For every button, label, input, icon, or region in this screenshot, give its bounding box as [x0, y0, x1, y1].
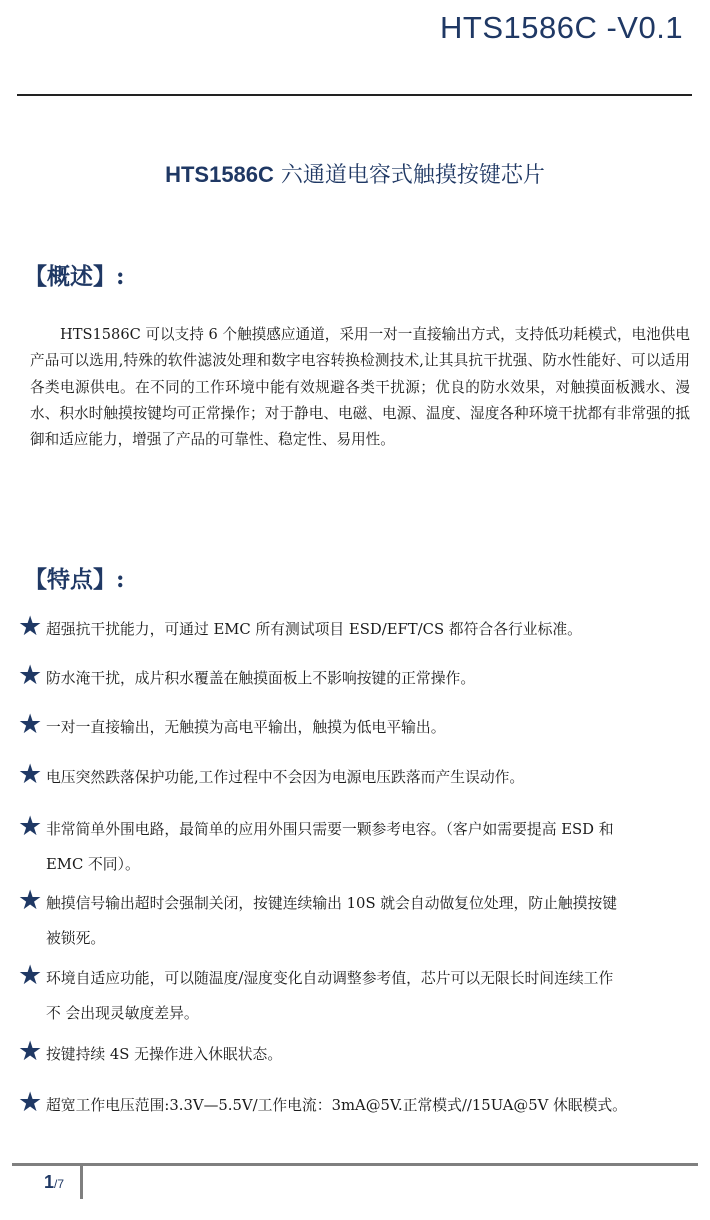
feature-item: [18, 1037, 694, 1072]
page-total: /7: [54, 1177, 65, 1191]
feature-text-continued: 不 会出现灵敏度差异。: [46, 1005, 199, 1022]
overview-text: HTS1586C 可以支持 6 个触摸感应通道，采用一对一直接输出方式，支持低功耗模式，电池供电产品可以选用,特殊的软件滤波处理和数字电容转换检测技术,让其具抗干扰强、防水性能好、可以适用各类电源供电。在不同的工作环境中能有效规避各类干扰源；优良的防水效果，对触摸面板溅水、漫水、积水时触摸按键均可正常操作；对于静电、电磁、电源、温度、湿度各种环境干扰都有非常强的抵御和适应能力，增强了产品的可靠性、稳定性、易用性。: [30, 326, 690, 449]
feature-item: [18, 710, 694, 745]
overview-heading: 【概述】:: [24, 263, 125, 290]
page-number: [44, 1172, 64, 1193]
star-icon: ★: [18, 709, 43, 740]
star-icon: ★: [18, 1087, 43, 1118]
star-icon: ★: [18, 1036, 43, 1067]
feature-item: [18, 760, 694, 795]
feature-item: [18, 661, 694, 696]
feature-text: 非常简单外围电路，最简单的应用外围只需要一颗参考电容。（客户如需要提高 ESD 和: [46, 821, 614, 838]
feature-item: [18, 612, 694, 647]
star-icon: ★: [18, 611, 43, 642]
feature-item: [18, 1088, 694, 1123]
feature-text: 超宽工作电压范围:3.3V—5.5V/工作电流：3mA@5V.正常模式//15UA@5V 休眠模式。: [46, 1097, 627, 1114]
feature-item: [18, 812, 694, 882]
feature-item: [18, 886, 694, 956]
feature-text: 按键持续 4S 无操作进入休眠状态。: [46, 1046, 283, 1063]
page-current: 1: [44, 1172, 55, 1192]
feature-item: [18, 961, 694, 1031]
header-rule: [17, 94, 692, 96]
feature-text: 电压突然跌落保护功能,工作过程中不会因为电源电压跌落而产生误动作。: [46, 769, 525, 786]
feature-text: 一对一直接输出，无触摸为高电平输出，触摸为低电平输出。: [46, 719, 446, 736]
title-text: 六通道电容式触摸按键芯片: [273, 163, 545, 188]
document-code: HTS1586C -V0.1: [440, 10, 684, 45]
title-model: HTS1586C: [165, 162, 274, 187]
footer-rule: [12, 1163, 698, 1166]
star-icon: ★: [18, 811, 43, 842]
star-icon: ★: [18, 759, 43, 790]
footer-divider: [80, 1163, 83, 1199]
feature-text: 触摸信号输出超时会强制关闭，按键连续输出 10S 就会自动做复位处理，防止触摸按键: [46, 895, 618, 912]
document-title: [0, 158, 710, 189]
star-icon: ★: [18, 885, 43, 916]
feature-text: 防水淹干扰，成片积水覆盖在触摸面板上不影响按键的正常操作。: [46, 670, 476, 687]
feature-text: 环境自适应功能，可以随温度/湿度变化自动调整参考值，芯片可以无限长时间连续工作: [46, 970, 614, 987]
feature-text-continued: 被锁死。: [46, 930, 106, 947]
star-icon: ★: [18, 660, 43, 691]
feature-text: 超强抗干扰能力，可通过 EMC 所有测试项目 ESD/EFT/CS 都符合各行业标准。: [46, 621, 582, 638]
star-icon: ★: [18, 960, 43, 991]
feature-text-continued: EMC 不同）。: [46, 856, 140, 873]
features-heading: 【特点】:: [24, 566, 125, 593]
overview-paragraph: [30, 322, 690, 453]
